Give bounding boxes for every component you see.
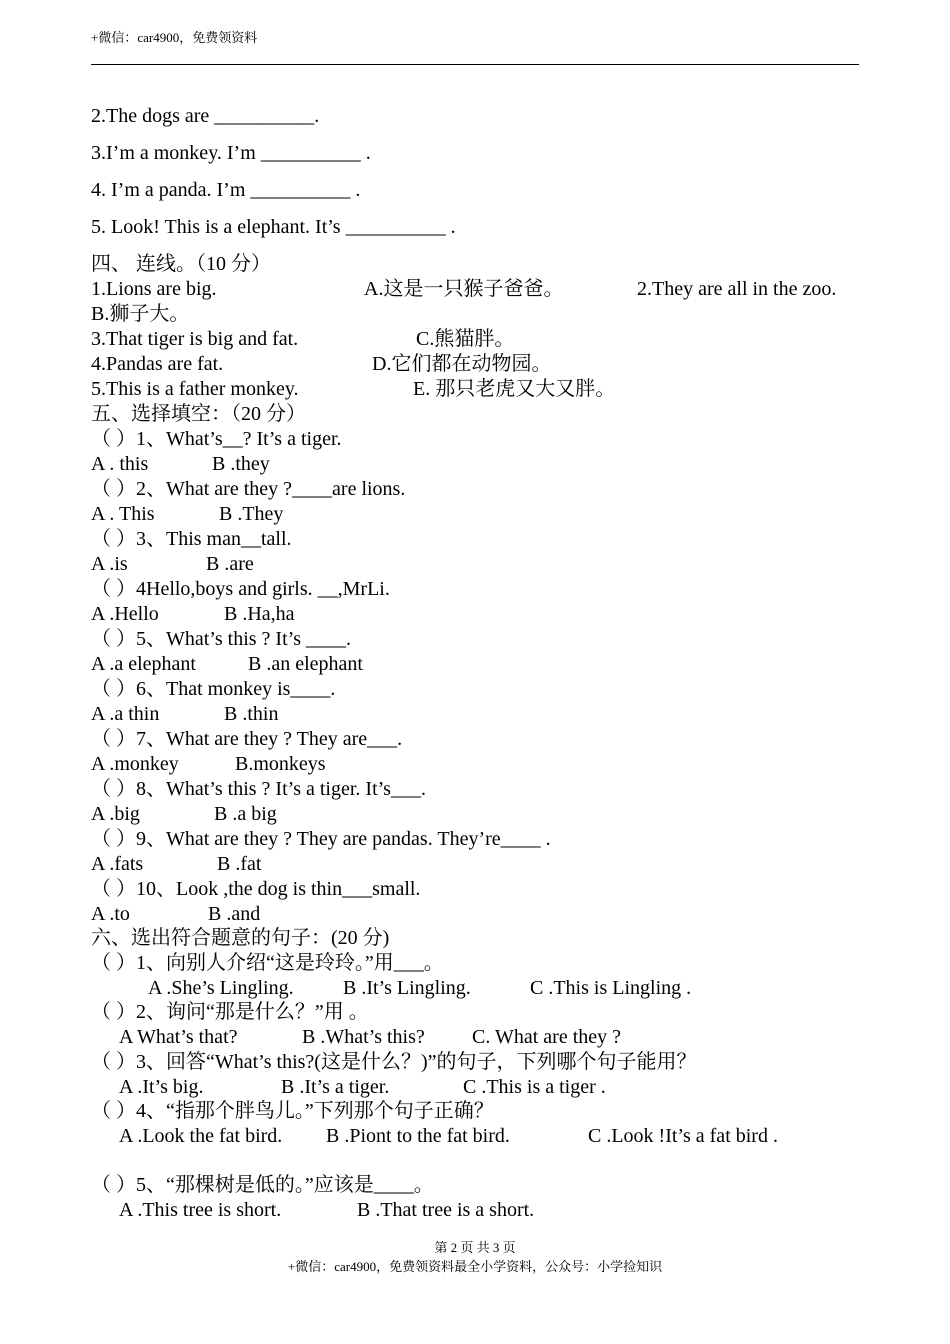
footer-note: +微信：car4900，免费领资料最全小学资料，公众号：小学捡知识 [287,1259,663,1274]
choice-option-3b: B .are [206,553,254,575]
match-row-2-left: B.狮子大。 [91,303,190,325]
fill-blank-3: 3.I’m a monkey. I’m __________ . [91,142,371,164]
sentence-option-1a: A .She’s Lingling. [148,977,294,999]
choice-option-9a: A .fats [91,853,144,875]
sentence-option-4c: C .Look !It’s a fat bird . [588,1125,778,1147]
choice-question-1: （ ）1、What’s__? It’s a tiger. [91,428,342,450]
choice-question-3: （ ）3、This man__tall. [91,528,292,550]
choice-option-10b: B .and [208,903,261,925]
choice-option-4b: B .Ha,ha [224,603,295,625]
match-row-3-left: 3.That tiger is big and fat. [91,328,299,350]
match-row-3-mid: C.熊猫胖。 [416,328,515,350]
choice-question-8: （ ）8、What’s this ? It’s a tiger. It’s___. [91,778,426,800]
sentence-option-3b: B .It’s a tiger. [281,1076,390,1098]
sentence-option-4a: A .Look the fat bird. [119,1125,283,1147]
section6-title: 六、选出符合题意的句子：(20 分) [91,927,390,949]
fill-blank-2: 2.The dogs are __________. [91,105,320,127]
choice-option-4a: A .Hello [91,603,159,625]
choice-option-1b: B .they [212,453,270,475]
choice-option-2b: B .They [219,503,284,525]
sentence-question-4: （ ）4、“指那个胖鸟儿。”下列那个句子正确？ [91,1100,494,1122]
sentence-question-1: （ ）1、向别人介绍“这是玲玲。”用___。 [91,952,444,974]
choice-question-9: （ ）9、What are they ? They are pandas. They’re____ . [91,828,551,850]
sentence-question-3: （ ）3、回答“What’s this?(这是什么？)”的句子，下列哪个句子能用？ [91,1051,697,1073]
sentence-question-2: （ ）2、询问“那是什么？”用 。 [91,1001,369,1023]
match-row-4-left: 4.Pandas are fat. [91,353,224,375]
choice-question-4: （ ）4Hello,boys and girls. __,MrLi. [91,578,390,600]
choice-question-5: （ ）5、What’s this ? It’s ____. [91,628,351,650]
section4-title: 四、 连线。（10 分） [91,253,271,275]
match-row-1-left: 1.Lions are big. [91,278,217,300]
choice-option-8b: B .a big [214,803,277,825]
choice-option-9b: B .fat [217,853,262,875]
sentence-option-3c: C .This is a tiger . [463,1076,606,1098]
choice-option-8a: A .big [91,803,140,825]
choice-question-10: （ ）10、Look ,the dog is thin___small. [91,878,421,900]
sentence-option-1c: C .This is Lingling . [530,977,692,999]
sentence-option-3a: A .It’s big. [119,1076,204,1098]
match-row-5-mid: E. 那只老虎又大又胖。 [413,378,616,400]
choice-option-5a: A .a elephant [91,653,196,675]
choice-option-5b: B .an elephant [248,653,363,675]
choice-question-7: （ ）7、What are they ? They are___. [91,728,403,750]
choice-option-2a: A . This [91,503,155,525]
choice-option-7a: A .monkey [91,753,179,775]
header-divider [91,64,859,65]
fill-blank-4: 4. I’m a panda. I’m __________ . [91,179,361,201]
sentence-option-2a: A What’s that? [119,1026,238,1048]
sentence-option-1b: B .It’s Lingling. [343,977,471,999]
sentence-option-2c: C. What are they ? [472,1026,622,1048]
sentence-option-4b: B .Piont to the fat bird. [326,1125,510,1147]
choice-option-3a: A .is [91,553,128,575]
match-row-1-mid: A.这是一只猴子爸爸。 [364,278,564,300]
page-header: +微信：car4900，免费领资料 [91,30,258,45]
choice-question-2: （ ）2、What are they ?____are lions. [91,478,406,500]
sentence-option-2b: B .What’s this? [302,1026,425,1048]
sentence-option-5a: A .This tree is short. [119,1199,282,1221]
choice-option-6b: B .thin [224,703,279,725]
choice-question-6: （ ）6、That monkey is____. [91,678,336,700]
choice-option-6a: A .a thin [91,703,160,725]
choice-option-10a: A .to [91,903,130,925]
sentence-option-5b: B .That tree is a short. [357,1199,535,1221]
match-row-1-right: 2.They are all in the zoo. [637,278,837,300]
sentence-question-5: （ ）5、“那棵树是低的。”应该是____。 [91,1174,434,1196]
match-row-5-left: 5.This is a father monkey. [91,378,299,400]
choice-option-7b: B.monkeys [235,753,326,775]
fill-blank-5: 5. Look! This is a elephant. It’s __________ . [91,216,456,238]
match-row-4-mid: D.它们都在动物园。 [372,353,552,375]
page-number: 第 2 页 共 3 页 [434,1240,516,1255]
choice-option-1a: A . this [91,453,149,475]
section5-title: 五、选择填空：（20 分） [91,403,306,425]
